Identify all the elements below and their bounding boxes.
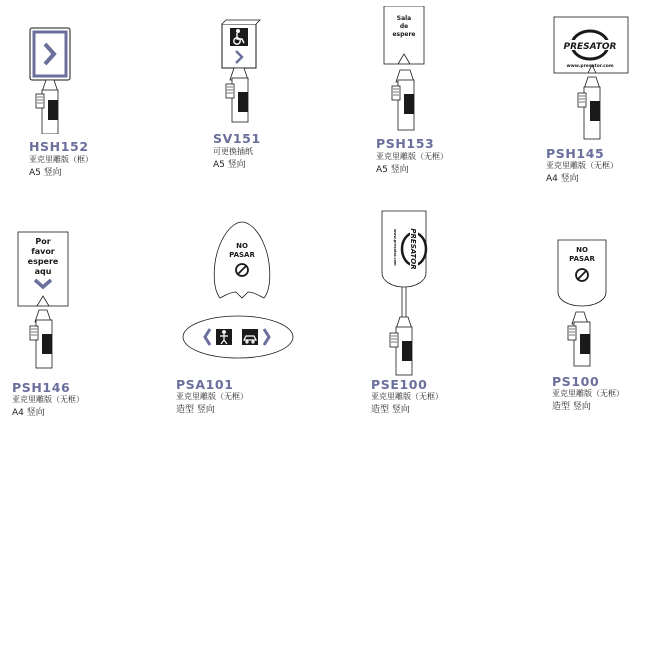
product-desc: 亚克里雕版（无框） (376, 152, 448, 161)
product-ps100 (530, 230, 650, 420)
sign-text-line: Por (35, 237, 51, 246)
sign-text-line: Sala (396, 15, 412, 22)
logo-text: PRESATOR (563, 42, 617, 52)
sign-text-line: de (399, 23, 409, 30)
sign-text-line: NO (576, 246, 588, 254)
product-sv151 (160, 0, 320, 200)
sign-text-line: PASAR (569, 255, 595, 263)
logo-text: PRESATOR (409, 228, 417, 270)
sign-text-line: aqu (34, 267, 52, 276)
psh146-illustration (16, 230, 86, 370)
product-desc: 亚克里雕版（无框） (546, 161, 618, 170)
product-psh153 (340, 0, 500, 200)
product-spec: A4 竖向 (546, 174, 579, 184)
product-spec: A4 竖向 (12, 408, 45, 418)
product-psh145 (500, 0, 650, 200)
product-code: PSH146 (12, 380, 71, 395)
sign-text-line: PASAR (229, 251, 255, 259)
product-spec: A5 竖向 (213, 160, 246, 170)
product-code: HSH152 (29, 139, 89, 154)
product-desc: 可更换插纸 (213, 147, 253, 156)
product-code: PSH145 (546, 146, 605, 161)
product-pse100 (360, 205, 510, 425)
sign-text-line: espere (27, 257, 59, 266)
url-text: www.presator.com (566, 64, 614, 69)
pse100-illustration (378, 209, 438, 377)
sign-text-line: favor (31, 247, 55, 256)
product-spec: 造型 竖向 (552, 402, 591, 412)
product-spec: 造型 竖向 (371, 405, 410, 415)
product-spec: 造型 竖向 (176, 405, 215, 415)
no-entry-icon (576, 269, 588, 281)
sv151-illustration (208, 18, 268, 128)
product-code: PSE100 (371, 377, 428, 392)
product-spec: A5 竖向 (29, 168, 62, 178)
sign-text-line: espere (392, 31, 416, 38)
product-code: PSA101 (176, 377, 234, 392)
ps100-illustration (554, 238, 614, 368)
no-entry-icon (236, 264, 248, 276)
product-code: SV151 (213, 131, 261, 146)
product-desc: 亚克里雕版（无框） (552, 389, 624, 398)
sign-text-line: NO (236, 242, 248, 250)
product-desc: 亚克里雕版（无框） (12, 395, 84, 404)
product-hsh152 (0, 0, 160, 200)
product-psh146 (0, 220, 160, 420)
product-desc: 亚克里雕版（无框） (371, 392, 443, 401)
product-desc: 亚克里雕版（框） (29, 155, 93, 164)
url-text: www.presator.com (393, 229, 397, 266)
product-code: PS100 (552, 374, 600, 389)
psh153-illustration (380, 6, 440, 134)
hsh152-illustration (18, 22, 88, 134)
product-desc: 亚克里雕版（无框） (176, 392, 248, 401)
product-code: PSH153 (376, 136, 435, 151)
psh145-illustration (552, 15, 632, 140)
psa101-illustration (182, 220, 302, 370)
product-spec: A5 竖向 (376, 165, 409, 175)
product-psa101 (160, 220, 320, 420)
